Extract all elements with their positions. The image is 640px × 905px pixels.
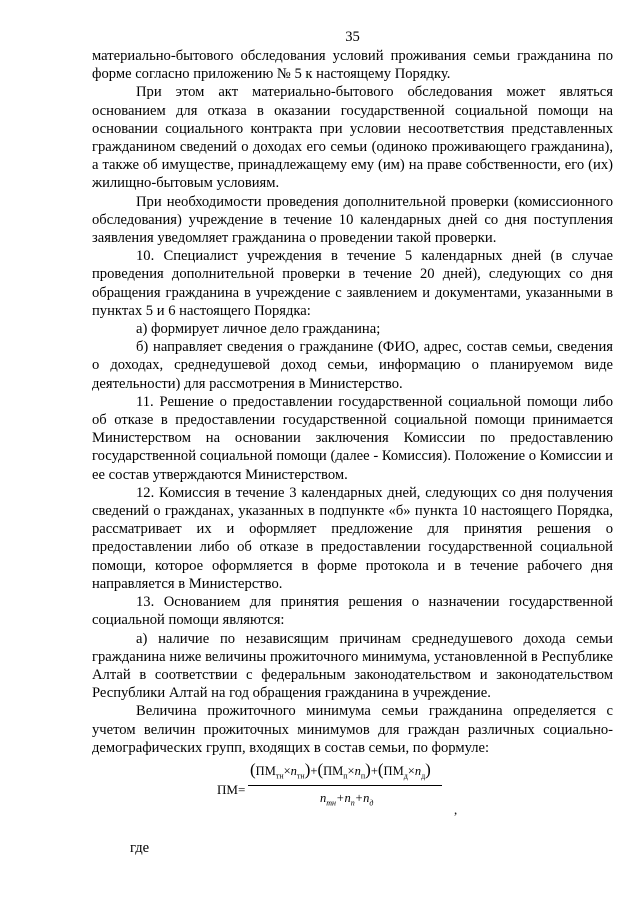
formula-comma: ,	[454, 801, 458, 817]
paragraph: Величина прожиточного минимума семьи гражданина определяется с учетом величин прожиточных минимумов для граждан различных социально-демографических групп, входящих в состав семьи, по формуле:	[92, 703, 613, 756]
document-page	[92, 0, 613, 857]
paragraph: материально-бытового обследования условий проживания семьи гражданина по форме согласно приложению № 5 к настоящему Порядку.	[92, 48, 613, 83]
formula-lhs: ПМ=	[217, 781, 246, 797]
paragraph: а) наличие по независящим причинам среднедушевого дохода семьи гражданина ниже величины прожиточного минимума, установленной в Республике Алтай в соответствии с федеральным законодательством и законодательством Республики Алтай на год обращения гражданина в учреждение.	[92, 630, 613, 702]
paragraph: При необходимости проведения дополнительной проверки (комиссионного обследования) учреждение в течение 10 календарных дней со дня поступления заявления уведомляет гражданина о проведении такой проверки.	[92, 193, 613, 247]
paragraph: б) направляет сведения о гражданине (ФИО, адрес, состав семьи, сведения о доходах, среднедушевой доход семьи, информацию о планируемом виде деятельности) для рассмотрения в Министерство.	[92, 339, 613, 392]
paragraph: 13. Основанием для принятия решения о назначении государственной социальной помощи являются:	[92, 594, 613, 629]
paragraph: 10. Специалист учреждения в течение 5 календарных дней (в случае проведения дополнительной проверки в течение 20 дней), следующих со дня обращения гражданина в учреждение с заявлением и документами, указанными в пунктах 5 и 6 настоящего Порядка:	[92, 248, 613, 319]
paragraph: а) формирует личное дело гражданина;	[136, 321, 381, 338]
page-number: 35	[345, 29, 360, 45]
paragraph: При этом акт материально-бытового обследования может являться основанием для отказа в оказании государственной социальной помощи на основании социального контракта при условии несоответствия представленных гражданином сведений о доходах его семьи (одиноко проживающего гражданина), а также об имуществе, принадлежащему ему (им) на праве собственности, его (их) жилищно-бытовым условиям.	[92, 84, 613, 192]
fraction-bar	[248, 785, 442, 786]
formula	[92, 761, 613, 831]
formula-numerator: $(ПМ_{тн}\times n_{тн})+(ПМ_п\times n_п)+(ПМ_д\times n_д)$	[250, 759, 431, 781]
where-label: где	[130, 839, 150, 856]
paragraph: 11. Решение о предоставлении государственной социальной помощи либо об отказе в предоставлении государственной социальной помощи принимается Министерством на основании заключения Комиссии по предоставлению государственной социальной помощи (далее - Комиссия). Положение о Комиссии и ее состав утверждаются Министерством.	[92, 393, 613, 483]
paragraph: 12. Комиссия в течение 3 календарных дней, следующих со дня получения сведений о гражданах, указанных в подпункте «б» пункта 10 настоящего Порядка, рассматривает их и оформляет предложение для принятия решения о предоставлении либо об отказе в предоставлении государственной социальной помощи, которое оформляется в форме протокола и в течение рабочего дня направляется в Министерство.	[92, 484, 613, 592]
formula-denominator: $n_{тн}+n_п+n_д$	[320, 790, 374, 808]
